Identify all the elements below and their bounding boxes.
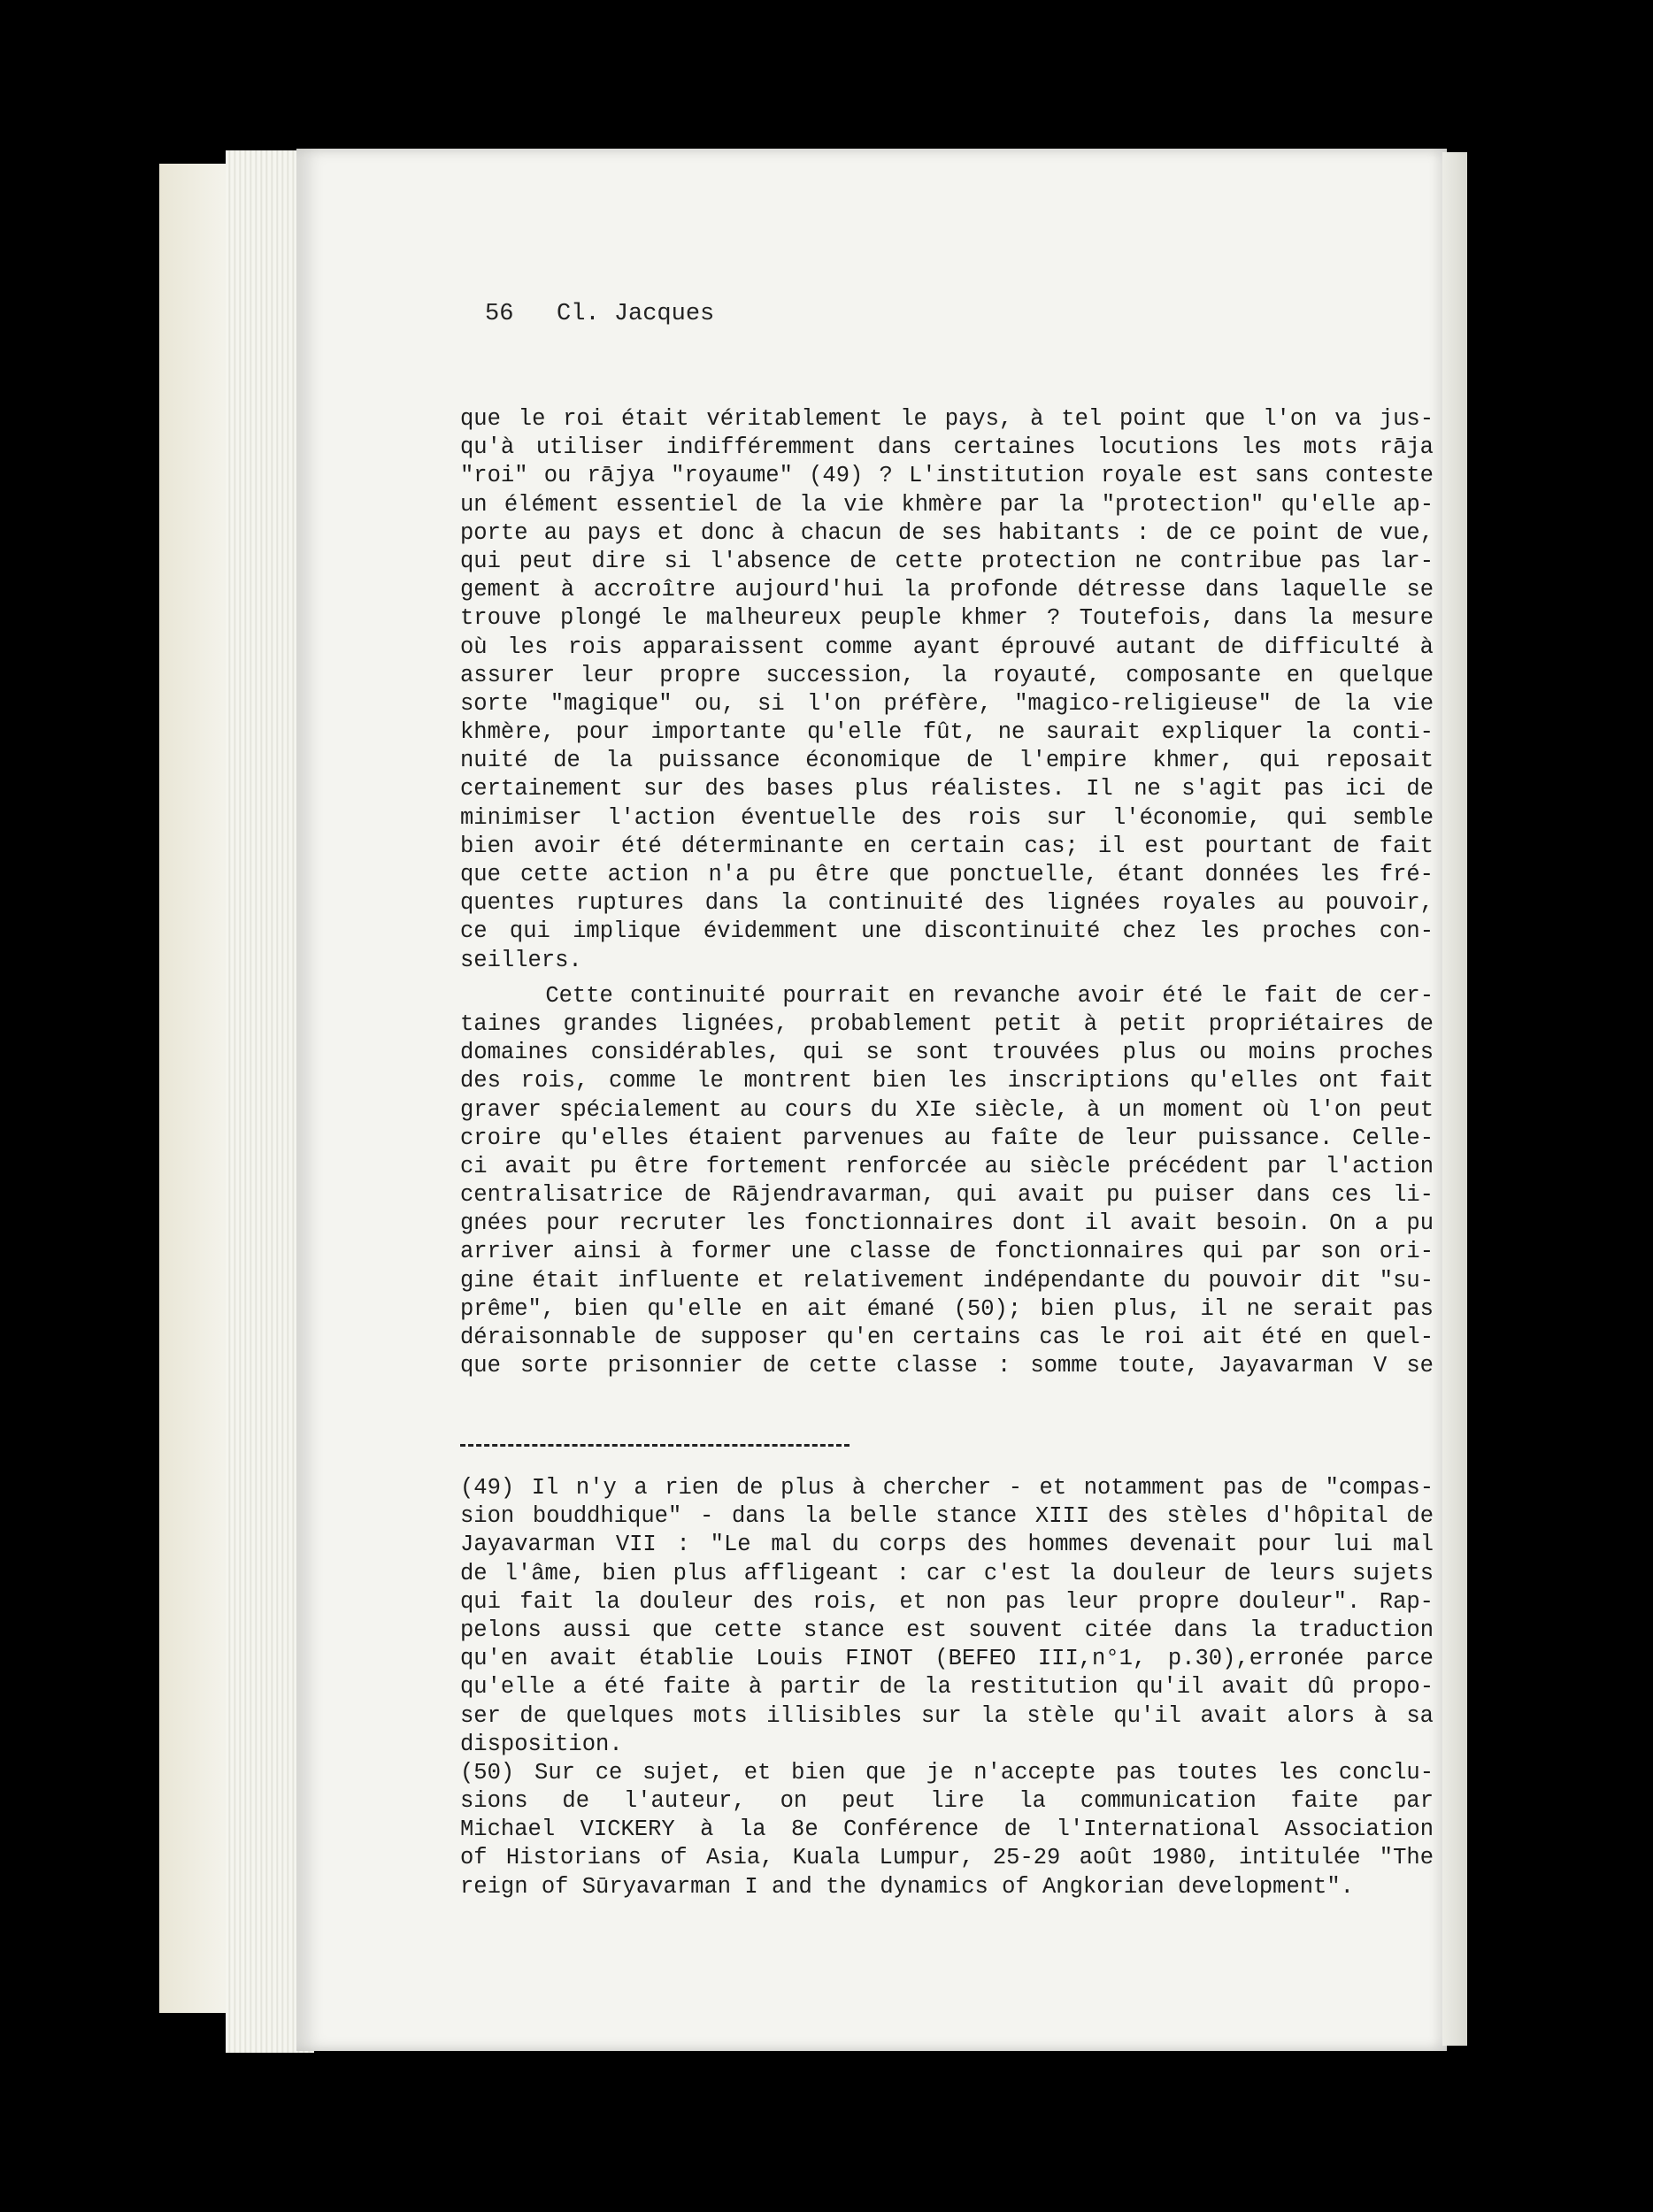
footnote-50-line: (50) Sur ce sujet, et bien que je n'accepte pas toutes les conclu- [460,1759,1434,1786]
footnote-50-line: sions de l'auteur, on peut lire la communication faite par [460,1788,1434,1815]
paragraph-2-line: gnées pour recruter les fonctionnaires dont il avait besoin. On a pu [460,1210,1434,1237]
footnote-49-line: qu'elle a été faite à partir de la restitution qu'il avait dû propo- [460,1674,1434,1701]
page-number: 56 [485,301,514,327]
footnote-49-line: (49) Il n'y a rien de plus à chercher - et notamment pas de "compas- [460,1475,1434,1501]
author-name: Cl. Jacques [557,301,715,327]
paragraph-1-line: un élément essentiel de la vie khmère par la "protection" qu'elle ap- [460,491,1434,518]
running-head [485,301,714,327]
paragraph-1-line: seillers. [460,947,582,973]
paragraph-2-line: arriver ainsi à former une classe de fonctionnaires qui par son ori- [460,1239,1434,1265]
paragraph-1-line: gement à accroître aujourd'hui la profonde détresse dans laquelle se [460,577,1434,603]
paragraph-2 [460,982,1434,1381]
footnote-49-line: ser de quelques mots illisibles sur la stèle qu'il avait alors à sa [460,1702,1434,1729]
paragraph-1-line: minimiser l'action éventuelle des rois sur l'économie, qui semble [460,804,1434,831]
footnote-49-line: qu'en avait établie Louis FINOT (BEFEO III,n°1, p.30),erronée parce [460,1646,1434,1672]
paragraph-1-line: "roi" ou rājya "royaume" (49) ? L'institution royale est sans conteste [460,463,1434,489]
paragraph-2-line: ci avait pu être fortement renforcée au siècle précédent par l'action [460,1153,1434,1179]
paragraph-1-line: que cette action n'a pu être que ponctuelle, étant données les fré- [460,862,1434,887]
paragraph-1-line: quentes ruptures dans la continuité des lignées royales au pouvoir, [460,890,1434,917]
paragraph-2-line: des rois, comme le montrent bien les inscriptions qu'elles ont fait [460,1068,1434,1094]
footnote-50-line: of Historians of Asia, Kuala Lumpur, 25-29 août 1980, intitulée "The [460,1845,1434,1871]
paragraph-1-line: bien avoir été déterminante en certain cas; il est pourtant de fait [460,833,1434,859]
footnote-50-line: Michael VICKERY à la 8e Conférence de l'International Association [460,1816,1434,1843]
footnote-49-line: sion bouddhique" - dans la belle stance XIII des stèles d'hôpital de [460,1503,1434,1530]
main-text [460,405,1434,1380]
footnote-separator [460,1444,850,1447]
paragraph-2-line: centralisatrice de Rājendravarman, qui avait pu puiser dans ces li- [460,1182,1434,1209]
footnote-49-line: de l'âme, bien plus affligeant : car c'est la douleur de leurs sujets [460,1560,1434,1586]
footnote-49 [460,1474,1434,1759]
paragraph-1-line: porte au pays et donc à chacun de ses habitants : de ce point de vue, [460,519,1434,546]
paragraph-1-line: trouve plongé le malheureux peuple khmer ? Toutefois, dans la mesure [460,605,1434,632]
footnote-49-line: pelons aussi que cette stance est souvent citée dans la traduction [460,1617,1434,1643]
paragraph-1-line: sorte "magique" ou, si l'on préfère, "magico-religieuse" de la vie [460,690,1434,717]
footnote-50 [460,1759,1434,1901]
footnote-49-line: Jayavarman VII : "Le mal du corps des hommes devenait pour lui mal [460,1532,1434,1558]
paragraph-2-line: croire qu'elles étaient parvenues au faîte de leur puissance. Celle- [460,1125,1434,1151]
paragraph-2-line: domaines considérables, qui se sont trouvées plus ou moins proches [460,1040,1434,1066]
footnote-50-line: reign of Sūryavarman I and the dynamics of Angkorian development". [460,1873,1354,1900]
footnote-49-line: disposition. [460,1731,623,1757]
paragraph-2-line: Cette continuité pourrait en revanche avoir été le fait de cer- [460,982,1434,1009]
paragraph-2-line: taines grandes lignées, probablement petit à petit propriétaires de [460,1010,1434,1037]
paragraph-2-line: que sorte prisonnier de cette classe : somme toute, Jayavarman V se [460,1353,1434,1379]
paragraph-1-line: qu'à utiliser indifféremment dans certaines locutions les mots rāja [460,434,1434,461]
paragraph-1 [460,405,1434,975]
paragraph-1-line: khmère, pour importante qu'elle fût, ne saurait expliquer la conti- [460,719,1434,746]
footnotes [460,1474,1434,1901]
paragraph-2-line: prême", bien qu'elle en ait émané (50); bien plus, il ne serait pas [460,1295,1434,1322]
paragraph-1-line: qui peut dire si l'absence de cette protection ne contribue pas lar- [460,548,1434,574]
paragraph-1-line: ce qui implique évidemment une discontinuité chez les proches con- [460,918,1434,945]
paragraph-2-line: graver spécialement au cours du XIe siècle, à un moment où l'on peut [460,1096,1434,1123]
paragraph-1-line: où les rois apparaissent comme ayant éprouvé autant de difficulté à [460,634,1434,660]
footnote-49-line: qui fait la douleur des rois, et non pas leur propre douleur". Rap- [460,1588,1434,1615]
paragraph-1-line: nuité de la puissance économique de l'empire khmer, qui reposait [460,748,1434,774]
page-right-edge [1442,152,1467,2046]
paragraph-1-line: assurer leur propre succession, la royauté, composante en quelque [460,662,1434,688]
paragraph-1-line: que le roi était véritablement le pays, à tel point que l'on va jus- [460,406,1434,432]
paragraph-2-line: déraisonnable de supposer qu'en certains cas le roi ait été en quel- [460,1325,1434,1350]
paragraph-1-line: certainement sur des bases plus réalistes. Il ne s'agit pas ici de [460,776,1434,803]
paragraph-2-line: gine était influente et relativement indépendante du pouvoir dit "su- [460,1267,1434,1294]
